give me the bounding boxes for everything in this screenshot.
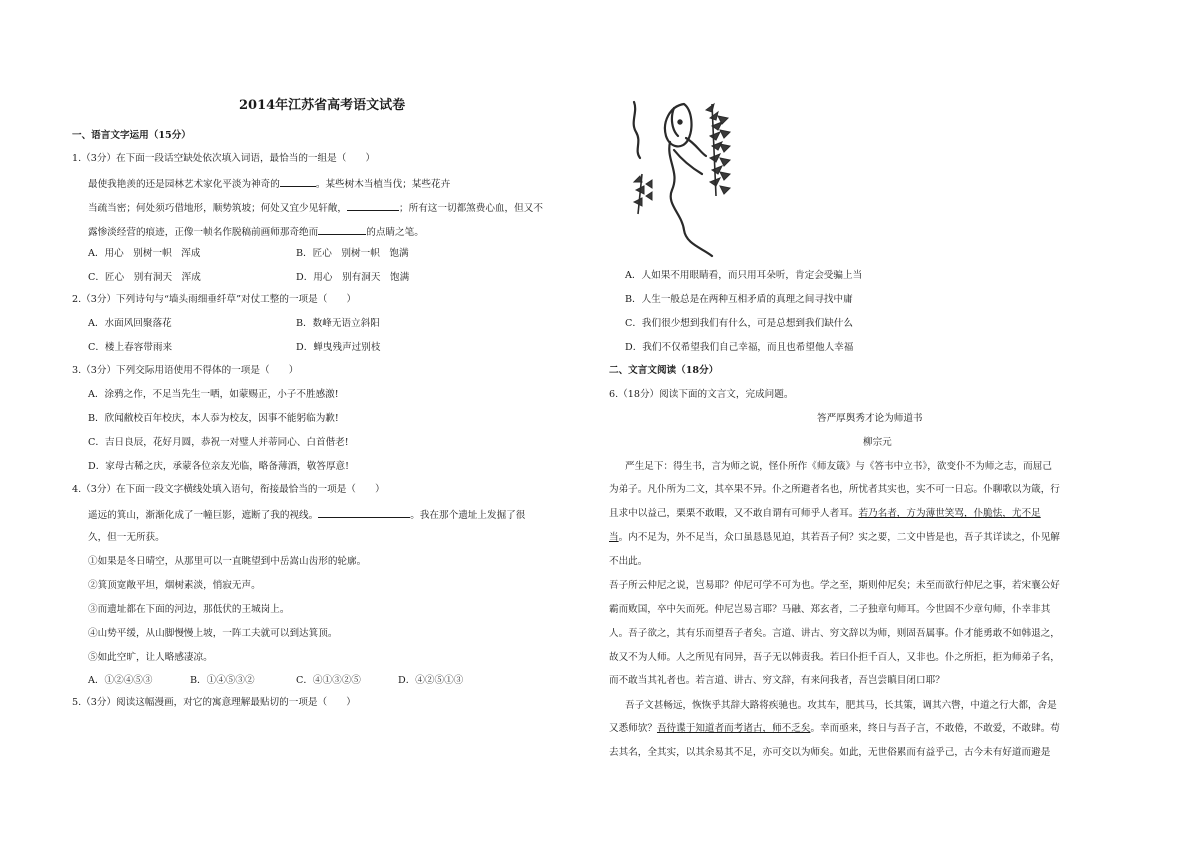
question-4-option-d: D．④②⑤①③ xyxy=(398,675,464,686)
article-line: 且求中以益己，栗栗不敢暇，又不敢自谓有可师乎人者耳。若乃名者，方为薄世笑骂，仆脆怯，尤不足 xyxy=(609,508,1041,519)
question-5-option-b: B．人生一般总是在两种互相矛盾的真理之间寻找中庸 xyxy=(625,294,853,305)
question-4-sentence-1: ①如果是冬日晴空，从那里可以一直眺望到中岳嵩山齿形的轮廓。 xyxy=(88,556,367,567)
section-heading-1: 一、语言文字运用（15分） xyxy=(72,130,191,141)
question-1-option-b: B．匠心 别树一帜 饱满 xyxy=(296,248,409,259)
article-line: 人。吾子欲之，其有乐而望吾子者矣。言道、讲古、穷文辞以为师，则固吾属事。仆才能勇敢不如韩退之， xyxy=(609,628,1060,639)
article-title: 答严厚舆秀才论为师道书 xyxy=(817,413,923,424)
question-2-option-a: A．水面风回聚落花 xyxy=(88,318,172,329)
answer-blank xyxy=(347,201,399,211)
question-2-option-d: D．蝉曳残声过别枝 xyxy=(296,342,381,353)
article-line: 去其名，全其实，以其余易其不足，亦可交以为师矣。如此，无世俗累而有益乎己，古今未有好道而避是 xyxy=(609,747,1051,758)
section-heading-2: 二、文言文阅读（18分） xyxy=(609,365,719,376)
question-2-stem: 2.（3分）下列诗句与“墙头雨细垂纤草”对仗工整的一项是（ ） xyxy=(72,294,357,305)
question-4-option-b: B．①④⑤③② xyxy=(190,675,255,686)
article-line: 吾子所云仲尼之说，岂易耶？仲尼可学不可为也。学之至，斯则仲尼矣；未至而欲行仲尼之事，若宋襄公好 xyxy=(609,580,1060,591)
answer-blank xyxy=(318,225,366,235)
question-5-stem: 5.（3分）阅读这幅漫画，对它的寓意理解最贴切的一项是（ ） xyxy=(72,697,356,708)
article-line: 霸而败国，卒中矢而死。仲尼岂易言耶？马融、郑玄者，二子独章句师耳。今世固不少章句师，仆幸非其 xyxy=(609,604,1051,615)
question-1-option-d: D．用心 别有洞天 饱满 xyxy=(296,272,410,283)
question-4-sentence-2: ②箕顶宽敞平坦，烟树素淡，悄寂无声。 xyxy=(88,580,261,591)
question-4-sentence-3: ③而遗址都在下面的河边，那低伏的王城岗上。 xyxy=(88,604,290,615)
question-3-option-b: B．欣闻敝校百年校庆，本人忝为校友，因事不能躬临为歉! xyxy=(88,413,339,424)
answer-blank xyxy=(318,508,410,518)
question-4-sentence-5: ⑤如此空旷，让人略感凄凉。 xyxy=(88,652,213,663)
question-3-option-d: D．家母古稀之庆，承蒙各位亲友光临，略备薄酒，敬答厚意! xyxy=(88,461,349,472)
article-line: 当。内不足为，外不足当，众口虽恳恳见迫，其若吾子何？实之要，二文中皆是也，吾子其详读之，仆见解 xyxy=(609,532,1060,543)
question-1-passage-line: 露惨淡经营的痕迹，正像一帧名作脱稿前画师那奇绝而 的点睛之笔。 xyxy=(88,227,424,238)
question-1-passage-line: 当疏当密；何处须巧借地形，顺势筑坡；何处又宜少见轩敞， ；所有这一切都煞费心血，但又不 xyxy=(88,203,543,214)
question-5-option-a: A．人如果不用眼睛看，而只用耳朵听，肯定会受骗上当 xyxy=(625,270,863,281)
article-author: 柳宗元 xyxy=(863,437,892,448)
question-4-option-c: C．④①③②⑤ xyxy=(296,675,361,686)
answer-blank xyxy=(280,177,316,187)
article-line: 故又不为人师。人之所见有同异，吾子无以韩责我。若曰仆拒千百人，又非也。仆之所拒，拒为师弟子名， xyxy=(609,652,1060,663)
question-2-option-c: C．楼上春容带雨来 xyxy=(88,342,173,353)
question-4-passage-line: 遥远的箕山，渐渐化成了一幢巨影，遮断了我的视线。 。我在那个遗址上发掘了很 xyxy=(88,510,526,521)
question-1-stem: 1.（3分）在下面一段话空缺处依次填入词语，最恰当的一组是（ ） xyxy=(72,153,376,164)
question-3-option-c: C．吉日良辰，花好月圆，恭祝一对璧人并蒂同心、白首偕老! xyxy=(88,437,349,448)
question-5-option-d: D．我们不仅希望我们自己幸福，而且也希望他人幸福 xyxy=(625,342,854,353)
question-1-option-a: A．用心 别树一帜 浑成 xyxy=(88,248,201,259)
article-line: 又悉师欤？吾待谍于知道者而考诸古，师不乏矣。幸而亟来，终日与吾子言，不敢倦，不敢爱，不敢肆。苟 xyxy=(609,723,1060,734)
article-line: 不出此。 xyxy=(609,556,648,567)
page-title: 2014年江苏省高考语文试卷 xyxy=(239,98,406,113)
question-3-stem: 3.（3分）下列交际用语使用不得体的一项是（ ） xyxy=(72,365,299,376)
question-3-option-a: A．涂鸦之作，不足当先生一哂，如蒙赐正，小子不胜感激! xyxy=(88,389,339,400)
question-1-option-c: C．匠心 别有洞天 浑成 xyxy=(88,272,201,283)
article-line: 为弟子。凡仆所为二文，其卒果不异。仆之所避者名也，所忧者其实也，实不可一日忘。仆聊歌以为箴，行 xyxy=(609,484,1060,495)
question-5-option-c: C．我们很少想到我们有什么，可是总想到我们缺什么 xyxy=(625,318,853,329)
question-2-option-b: B．数峰无语立斜阳 xyxy=(296,318,380,329)
cartoon-image xyxy=(626,96,744,258)
underlined-sentence: 若乃名者，方为薄世笑骂，仆脆怯，尤不足 xyxy=(858,508,1041,519)
underlined-sentence: 吾待谍于知道者而考诸古，师不乏矣 xyxy=(656,723,811,734)
underlined-sentence: 当 xyxy=(609,532,619,543)
question-1-passage-line: 最使我艳羡的还是园林艺术家化平淡为神奇的 。某些树木当植当伐；某些花卉 xyxy=(88,179,451,190)
question-4-sentence-4: ④山势平缓，从山脚慢慢上坡，一阵工夫就可以到达箕顶。 xyxy=(88,628,338,639)
article-line: 吾子文甚畅远，恢恢乎其辞大路将疾驰也。攻其车，肥其马，长其策，调其六辔，中道之行大都，舍是 xyxy=(625,700,1057,711)
question-6-stem: 6.（18分）阅读下面的文言文，完成问题。 xyxy=(609,389,794,400)
article-line: 严生足下：得生书，言为师之说，怪仆所作《师友箴》与《答韦中立书》，欲变仆不为师之志，而屈己 xyxy=(625,461,1052,472)
article-line: 而不敢当其礼者也。若言道、讲古、穷文辞，有来问我者，吾岂尝瞋目闭口耶？ xyxy=(609,675,945,686)
question-4-passage-line: 久，但一无所获。 xyxy=(88,532,165,543)
question-4-option-a: A．①②④⑤③ xyxy=(88,675,153,686)
question-4-stem: 4.（3分）在下面一段文字横线处填入语句，衔接最恰当的一项是（ ） xyxy=(72,484,385,495)
